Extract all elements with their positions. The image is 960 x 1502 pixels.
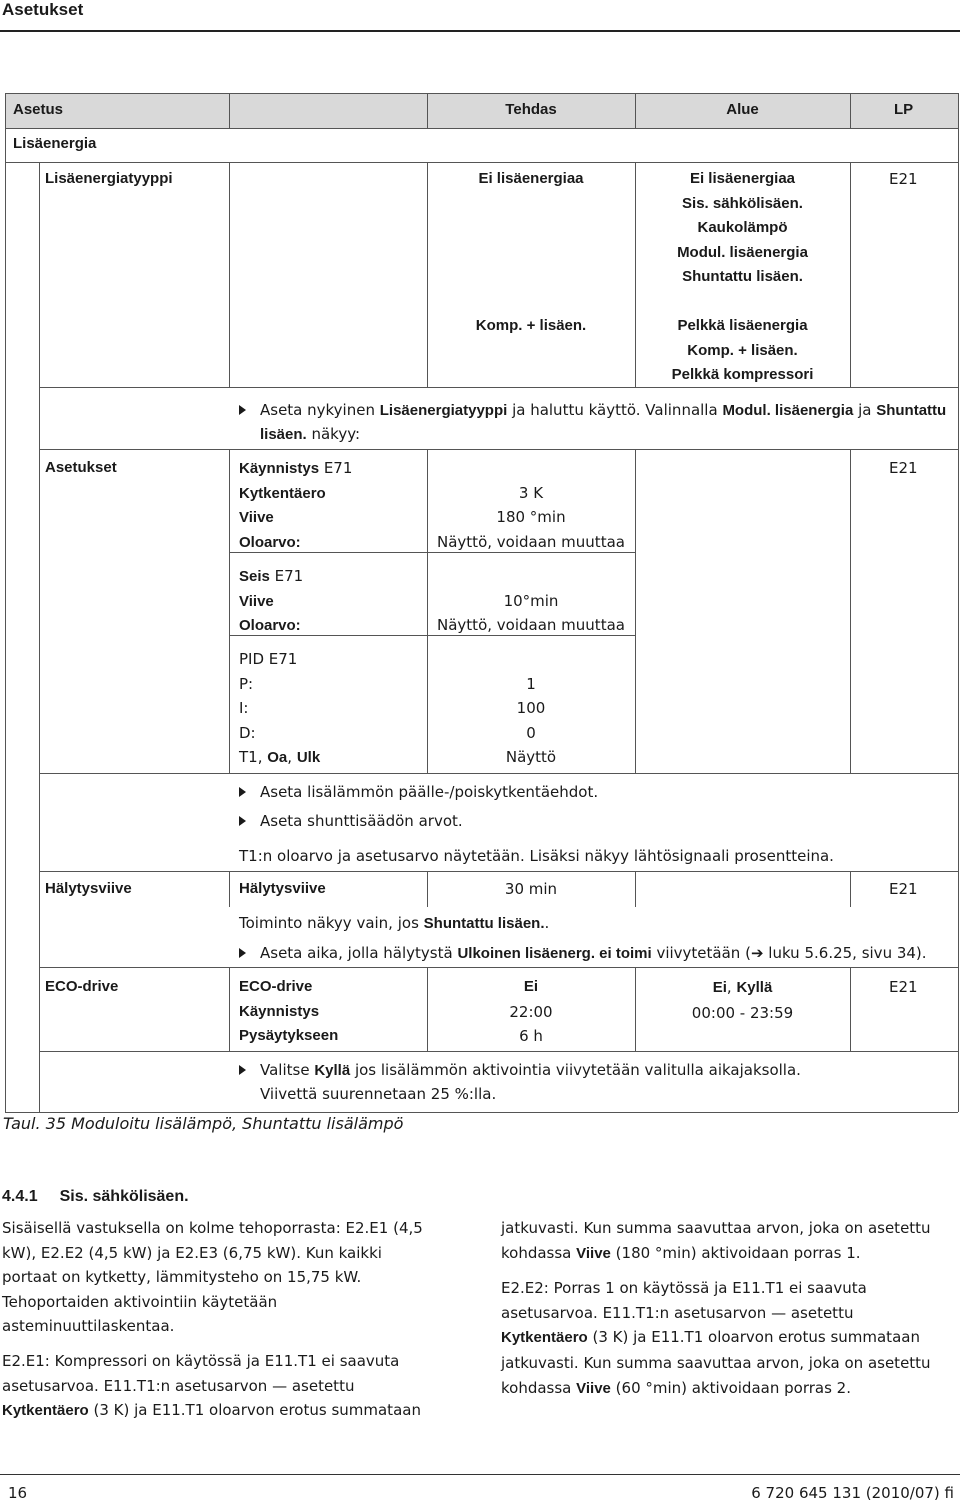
range-option: Ei lisäenergiaa — [689, 170, 796, 187]
table-rule — [229, 449, 230, 773]
alarm-row-lp: E21 — [889, 880, 918, 898]
table-rule — [229, 871, 230, 907]
pid-values: 1 100 0 Näyttö — [505, 674, 557, 766]
eco-range: Ei, Kyllä 00:00 - 23:59 — [691, 978, 794, 1022]
column-header-factory: Tehdas — [505, 101, 557, 118]
section-label: Lisäenergia — [13, 135, 97, 152]
eco-row-label: ECO-drive — [45, 978, 119, 995]
alarm-bullet: Aseta aika, jolla hälytystä Ulkoinen lisäenerg. ei toimi viivytetään (➔ luku 5.6.25, sivu 34). — [239, 941, 927, 967]
stop-values: 10°min Näyttö, voidaan muuttaa — [437, 591, 625, 634]
alarm-row-label: Hälytysviive — [45, 880, 132, 897]
type-row-range — [635, 167, 850, 388]
settings-row-label: Asetukset — [45, 459, 117, 476]
left-column-text: Sisäisellä vastuksella on kolme tehoporrasta: E2.E1 (4,5 kW), E2.E2 (4,5 kW) ja E2.E3 (6,75 kW). Kun kaikki portaat on kytketty, lämmitysteho on 15,75 kW. Tehoportaiden aktivointiin käytetään asteminuuttilaskentaa. E2.E1: Kompressori on käytössä ja E11.T1 ei saavuta asetusarvoa. E11.T1:n asetusarvon — asetettu Kytkentäero (3 K) ja E11.T1 oloarvon erotus summataan — [2, 1219, 423, 1420]
table-rule — [850, 967, 851, 1051]
table-rule — [427, 162, 428, 387]
bullet-arrow-icon — [239, 816, 246, 826]
range-option: Modul. lisäenergia — [677, 243, 808, 261]
page-header — [0, 0, 960, 24]
table-rule — [5, 93, 958, 94]
document-code: 6 720 645 131 (2010/07) fi — [751, 1484, 954, 1502]
settings-table — [5, 93, 958, 1112]
table-rule — [635, 449, 636, 773]
eco-items: ECO-drive Käynnistys Pysäytykseen — [239, 978, 339, 1044]
table-rule — [229, 93, 230, 128]
table-rule — [850, 93, 851, 128]
bullet-arrow-icon — [239, 405, 246, 415]
eco-bullet-line2: Viivettä suurennetaan 25 %:lla. — [260, 1085, 497, 1103]
type-row-note: Aseta nykyinen Lisäenergiatyyppi ja haluttu käyttö. Valinnalla Modul. lisäenergia ja Shuntattu — [239, 398, 946, 424]
range-option: Sis. sähkölisäen. — [682, 194, 803, 212]
table-rule — [39, 162, 40, 1112]
settings-bullet: Aseta shunttisäädön arvot. — [239, 809, 463, 834]
column-header-range: Alue — [726, 101, 759, 118]
table-rule — [39, 871, 958, 872]
type-row-default: Ei lisäenergiaa — [478, 170, 584, 187]
table-rule — [5, 162, 958, 163]
table-caption: Taul. 35 Moduloitu lisälämpö, Shuntattu lisälämpö — [3, 1114, 404, 1133]
range-option: Pelkkä kompressori — [671, 366, 814, 383]
table-rule — [39, 1051, 958, 1052]
table-rule — [5, 1112, 958, 1113]
column-header-setting: Asetus — [13, 101, 64, 118]
footer-divider — [0, 1474, 960, 1475]
type-row-note-line2: lisäen. näkyy: — [260, 425, 361, 443]
range-option: Pelkkä lisäenergia — [677, 317, 808, 334]
settings-note: T1:n oloarvo ja asetusarvo näytetään. Lisäksi näkyy lähtösignaali prosentteina. — [239, 847, 834, 865]
eco-defaults: Ei 22:00 6 h — [509, 978, 553, 1045]
bullet-arrow-icon — [239, 948, 246, 958]
type-row-default: Komp. + lisäen. — [475, 317, 587, 334]
range-option: Kaukolämpö — [697, 219, 788, 236]
right-column-text: jatkuvasti. Kun summa saavuttaa arvon, joka on asetettu kohdassa Viive (180 °min) aktivoidaan porras 1. E2.E2: Porras 1 on käytössä ja E11.T1 ei saavuta asetusarvoa. E11.T1:n asetusarvon — asetettu Kytkentäero (3 K) ja E11.T1 oloarvon erotus summataan jatkuvasti. Kun summa saavuttaa arvon, joka on asetettu kohdassa Viive (60 °min) aktivoidaan porras 2. — [501, 1219, 931, 1397]
range-option: Komp. + lisäen. — [687, 341, 798, 359]
table-rule — [39, 967, 958, 968]
eco-row-lp: E21 — [889, 978, 918, 996]
settings-bullet: Aseta lisälämmön päälle-/poiskytkentäehdot. — [239, 780, 598, 805]
table-rule — [635, 871, 636, 907]
table-rule — [39, 449, 958, 450]
table-rule — [850, 162, 851, 387]
column-header-lp: LP — [894, 101, 914, 118]
page-number: 16 — [8, 1484, 28, 1502]
table-rule — [39, 773, 958, 774]
table-rule — [958, 93, 959, 1112]
alarm-row-default: 30 min — [504, 880, 558, 898]
stop-block: Seis E71 Viive Oloarvo: — [239, 567, 304, 634]
start-values: 3 K 180 °min Näyttö, voidaan muuttaa — [437, 483, 625, 551]
table-rule — [850, 871, 851, 907]
type-row-label: Lisäenergiatyyppi — [45, 170, 173, 187]
alarm-row-name: Hälytysviive — [239, 880, 326, 897]
alarm-note: Toiminto näkyy vain, jos Shuntattu lisäen.. — [239, 914, 550, 932]
eco-bullet: Valitse Kyllä jos lisälämmön aktivointia viivytetään valitulla aikajaksolla. — [239, 1058, 801, 1084]
table-rule — [5, 128, 958, 129]
table-rule — [229, 162, 230, 387]
bullet-arrow-icon — [239, 787, 246, 797]
pid-block: PID E71 P: I: D: T1, Oa, Ulk — [239, 650, 321, 766]
table-rule — [5, 93, 6, 1112]
start-block: Käynnistys E71 Kytkentäero Viive Oloarvo: — [239, 459, 353, 551]
bullet-arrow-icon — [239, 1065, 246, 1075]
type-row-lp: E21 — [889, 170, 918, 188]
header-divider — [0, 30, 960, 32]
range-option: Shuntattu lisäen. — [682, 268, 803, 285]
page-title: Asetukset — [2, 0, 84, 19]
arrow-right-icon: ➔ — [750, 944, 764, 962]
section-heading: 4.4.1 Sis. sähkölisäen. — [2, 1188, 189, 1205]
settings-row-lp: E21 — [889, 459, 918, 477]
table-rule — [229, 967, 230, 1051]
table-rule — [850, 449, 851, 773]
